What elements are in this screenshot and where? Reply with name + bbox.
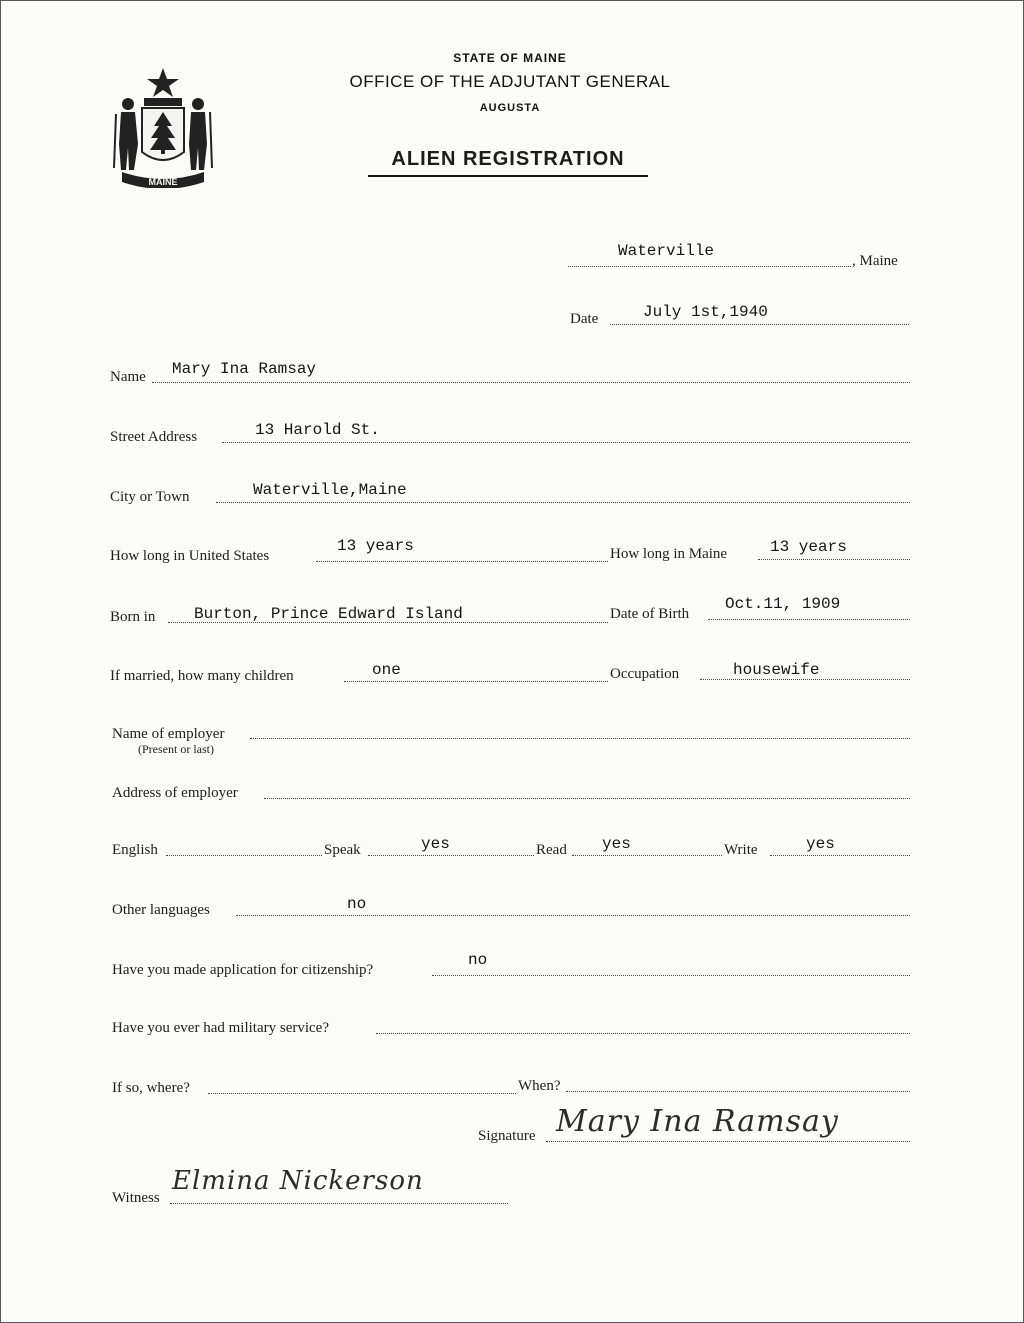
read-label: Read (536, 842, 567, 858)
date-of-birth-label: Date of Birth (610, 606, 690, 622)
form-title: ALIEN REGISTRATION (368, 148, 648, 177)
military-label: Have you ever had military service? (112, 1020, 329, 1036)
citizenship-line (432, 975, 910, 976)
employer-name-line[interactable] (250, 738, 910, 739)
other-languages-value[interactable]: no (347, 895, 367, 913)
write-label: Write (724, 842, 758, 858)
children-line (344, 681, 608, 682)
street-address-value[interactable]: 13 Harold St. (255, 421, 380, 439)
read-value[interactable]: yes (602, 835, 631, 853)
write-value[interactable]: yes (806, 835, 835, 853)
name-label: Name (110, 369, 146, 385)
date-line (610, 324, 909, 325)
how-long-us-line (316, 561, 608, 562)
english-label: English (112, 842, 158, 858)
speak-label: Speak (324, 842, 361, 858)
header-city: AUGUSTA (479, 102, 541, 114)
born-in-value[interactable]: Burton, Prince Edward Island (194, 605, 463, 623)
date-label: Date (570, 311, 599, 327)
how-long-us-value[interactable]: 13 years (337, 537, 414, 555)
children-value[interactable]: one (372, 661, 401, 679)
witness-label: Witness (112, 1190, 160, 1206)
read-line (572, 855, 722, 856)
place-line (568, 266, 851, 267)
city-label: City or Town (110, 489, 190, 505)
english-line (166, 855, 322, 856)
occupation-line (700, 679, 910, 680)
speak-value[interactable]: yes (421, 835, 450, 853)
date-of-birth-line (708, 619, 910, 620)
military-line[interactable] (376, 1033, 910, 1034)
date-value[interactable]: July 1st,1940 (643, 303, 768, 321)
employer-name-label: Name of employer (112, 726, 225, 742)
born-in-label: Born in (110, 609, 156, 625)
other-languages-label: Other languages (112, 902, 210, 918)
city-line (216, 502, 910, 503)
how-long-maine-line (758, 559, 910, 560)
city-value[interactable]: Waterville,Maine (253, 481, 407, 499)
occupation-value[interactable]: housewife (733, 661, 820, 679)
signature-label: Signature (478, 1128, 536, 1144)
other-languages-line (236, 915, 910, 916)
employer-address-line[interactable] (264, 798, 910, 799)
seal-banner-text: MAINE (148, 177, 178, 187)
signature-value[interactable]: Mary Ina Ramsay (556, 1104, 839, 1139)
where-line[interactable] (208, 1093, 516, 1094)
name-line (152, 382, 910, 383)
when-line[interactable] (566, 1091, 910, 1092)
how-long-maine-label: How long in Maine (610, 546, 728, 562)
street-address-line (222, 442, 910, 443)
employer-name-sublabel: (Present or last) (138, 742, 214, 756)
when-label: When? (518, 1078, 561, 1094)
date-of-birth-value[interactable]: Oct.11, 1909 (725, 595, 841, 613)
how-long-us-label: How long in United States (110, 548, 270, 564)
witness-value[interactable]: Elmina Nickerson (172, 1166, 424, 1196)
where-label: If so, where? (112, 1080, 190, 1096)
children-label: If married, how many children (110, 668, 294, 684)
header-state: STATE OF MAINE (453, 51, 567, 65)
signature-line (546, 1141, 910, 1142)
occupation-label: Occupation (610, 666, 680, 682)
citizenship-value[interactable]: no (468, 951, 488, 969)
witness-line (170, 1203, 508, 1204)
how-long-maine-value[interactable]: 13 years (770, 538, 847, 556)
employer-address-label: Address of employer (112, 785, 238, 801)
header-office: OFFICE OF THE ADJUTANT GENERAL (349, 72, 671, 91)
place-value[interactable]: Waterville (618, 242, 715, 260)
street-address-label: Street Address (110, 429, 198, 445)
name-value[interactable]: Mary Ina Ramsay (172, 360, 317, 378)
place-suffix-label: , Maine (852, 253, 898, 269)
citizenship-label: Have you made application for citizenship? (112, 962, 374, 978)
write-line (770, 855, 910, 856)
speak-line (368, 855, 534, 856)
